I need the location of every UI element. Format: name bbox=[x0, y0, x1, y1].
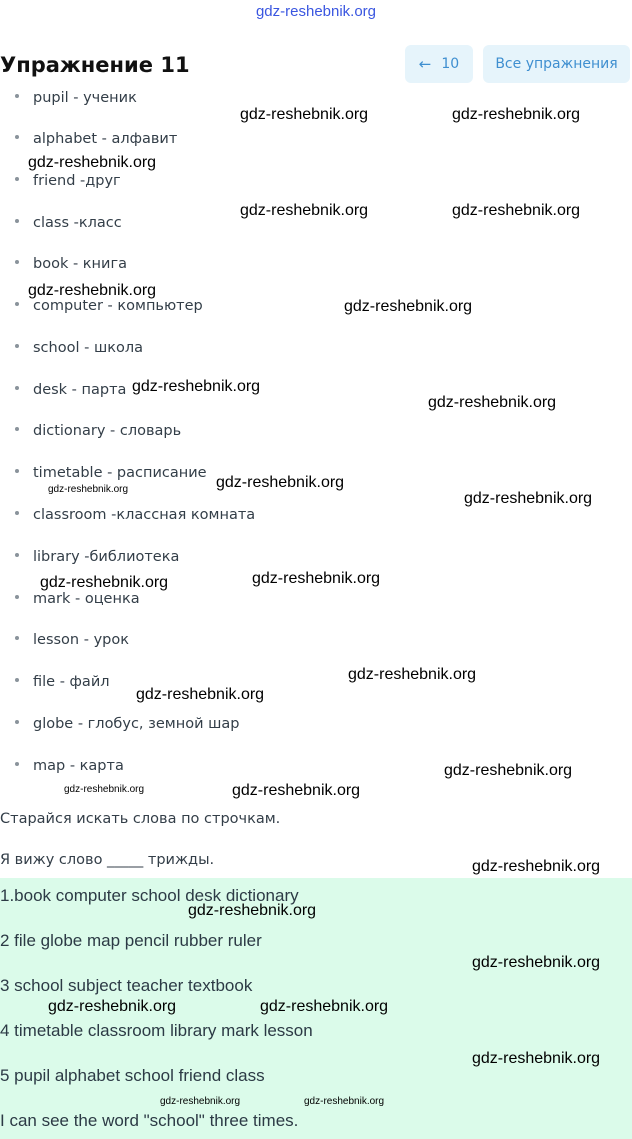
all-exercises-button[interactable]: Все упражнения bbox=[483, 45, 630, 83]
list-item: desk - парта bbox=[15, 382, 126, 398]
answer-line: 4 timetable classroom library mark lesson bbox=[0, 1021, 313, 1040]
list-item: library -библиотека bbox=[15, 549, 179, 565]
bullet-icon bbox=[15, 260, 19, 264]
watermark: gdz-reshebnik.org bbox=[472, 858, 601, 875]
list-item: mark - оценка bbox=[15, 591, 140, 607]
instruction-text: Я вижу слово _____ трижды. bbox=[0, 852, 215, 868]
watermark: gdz-reshebnik.org bbox=[344, 298, 473, 315]
bullet-icon bbox=[15, 636, 19, 640]
watermark: gdz-reshebnik.org bbox=[464, 490, 593, 507]
watermark: gdz-reshebnik.org bbox=[136, 686, 265, 703]
watermark: gdz-reshebnik.org bbox=[452, 106, 581, 123]
bullet-icon bbox=[15, 762, 19, 766]
watermark: gdz-reshebnik.org bbox=[260, 998, 389, 1015]
watermark: gdz-reshebnik.org bbox=[452, 202, 581, 219]
watermark: gdz-reshebnik.org bbox=[472, 954, 601, 971]
bullet-icon bbox=[15, 678, 19, 682]
watermark: gdz-reshebnik.org bbox=[348, 666, 477, 683]
list-item: alphabet - алфавит bbox=[15, 131, 177, 147]
watermark: gdz-reshebnik.org bbox=[28, 154, 157, 171]
list-item: computer - компьютер bbox=[15, 298, 203, 314]
watermark: gdz-reshebnik.org bbox=[252, 570, 381, 587]
bullet-icon bbox=[15, 720, 19, 724]
watermark: gdz-reshebnik.org bbox=[240, 202, 369, 219]
watermark: gdz-reshebnik.org bbox=[48, 998, 177, 1015]
watermark: gdz-reshebnik.org bbox=[444, 762, 573, 779]
watermark: gdz-reshebnik.org bbox=[48, 484, 129, 495]
watermark: gdz-reshebnik.org bbox=[232, 782, 361, 799]
arrow-left-icon: ← bbox=[418, 55, 432, 73]
list-item: timetable - расписание bbox=[15, 465, 207, 481]
bullet-icon bbox=[15, 302, 19, 306]
watermark: gdz-reshebnik.org bbox=[428, 394, 557, 411]
list-item: map - карта bbox=[15, 758, 124, 774]
watermark: gdz-reshebnik.org bbox=[240, 106, 369, 123]
page-title: Упражнение 11 bbox=[0, 53, 190, 77]
top-watermark: gdz-reshebnik.org bbox=[255, 3, 377, 20]
watermark: gdz-reshebnik.org bbox=[28, 282, 157, 299]
bullet-icon bbox=[15, 511, 19, 515]
list-item: friend -друг bbox=[15, 173, 121, 189]
watermark: gdz-reshebnik.org bbox=[40, 574, 169, 591]
answer-line: 2 file globe map pencil rubber ruler bbox=[0, 931, 262, 950]
list-item: pupil - ученик bbox=[15, 90, 137, 106]
bullet-icon bbox=[15, 427, 19, 431]
previous-exercise-label: 10 bbox=[441, 56, 460, 72]
answer-line: 3 school subject teacher textbook bbox=[0, 976, 253, 995]
answer-line: 1.book computer school desk dictionary bbox=[0, 886, 299, 905]
bullet-icon bbox=[15, 135, 19, 139]
watermark: gdz-reshebnik.org bbox=[160, 1096, 241, 1107]
watermark: gdz-reshebnik.org bbox=[132, 378, 261, 395]
watermark: gdz-reshebnik.org bbox=[472, 1050, 601, 1067]
bullet-icon bbox=[15, 177, 19, 181]
list-item: globe - глобус, земной шар bbox=[15, 716, 239, 732]
bullet-icon bbox=[15, 386, 19, 390]
bullet-icon bbox=[15, 219, 19, 223]
watermark: gdz-reshebnik.org bbox=[304, 1096, 385, 1107]
list-item: classroom -классная комната bbox=[15, 507, 255, 523]
list-item: school - школа bbox=[15, 340, 143, 356]
list-item: dictionary - словарь bbox=[15, 423, 181, 439]
list-item: class -класс bbox=[15, 215, 122, 231]
watermark: gdz-reshebnik.org bbox=[216, 474, 345, 491]
list-item: file - файл bbox=[15, 674, 110, 690]
bullet-icon bbox=[15, 553, 19, 557]
watermark: gdz-reshebnik.org bbox=[64, 784, 145, 795]
answer-line: I can see the word "school" three times. bbox=[0, 1111, 299, 1130]
bullet-icon bbox=[15, 595, 19, 599]
watermark: gdz-reshebnik.org bbox=[188, 902, 317, 919]
bullet-icon bbox=[15, 344, 19, 348]
bullet-icon bbox=[15, 469, 19, 473]
instruction-text: Старайся искать слова по строчкам. bbox=[0, 811, 281, 827]
list-item: lesson - урок bbox=[15, 632, 129, 648]
bullet-icon bbox=[15, 94, 19, 98]
answer-line: 5 pupil alphabet school friend class bbox=[0, 1066, 265, 1085]
list-item: book - книга bbox=[15, 256, 127, 272]
